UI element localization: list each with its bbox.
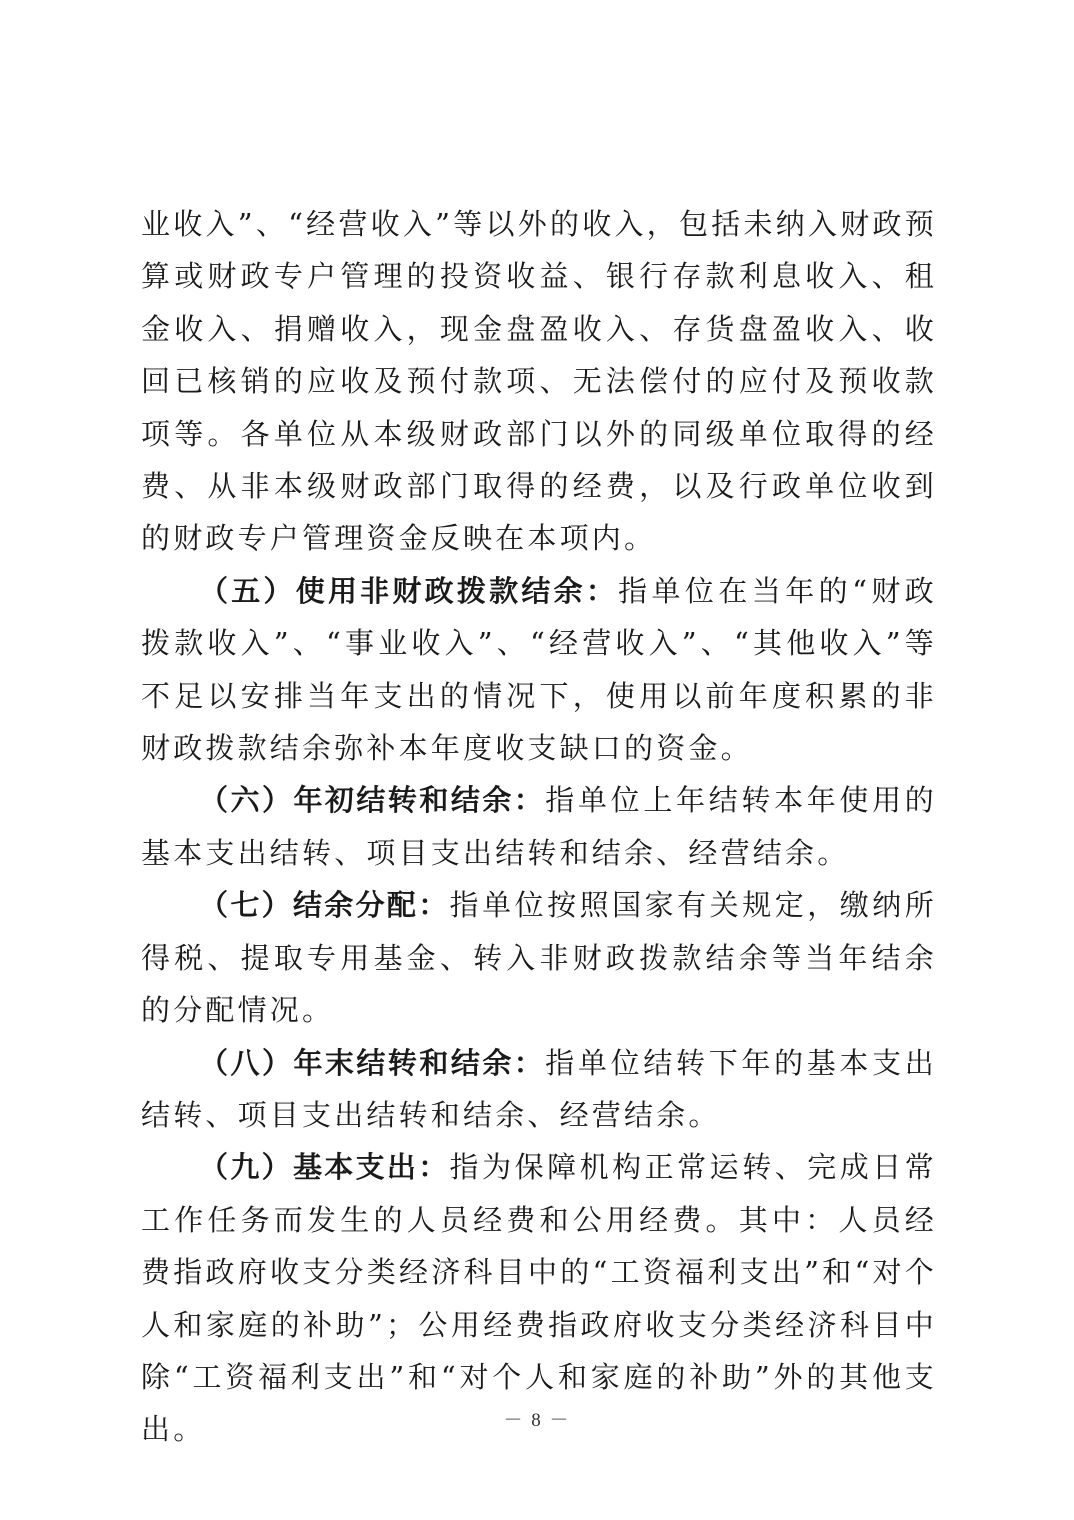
paragraph-text: 指单位在当年的“财政拨款收入”、“事业收入”、“经营收入”、“其他收入”等不足以安排当年支出的情况下，使用以前年度积累的非财政拨款结余弥补本年度收支缺口的资金。 <box>141 573 937 766</box>
paragraph-text: 指单位按照国家有关规定，缴纳所得税、提取专用基金、转入非财政拨款结余等当年结余的分配情况。 <box>141 888 937 1028</box>
page-number: － 8 － <box>503 1410 571 1431</box>
paragraph-item-8 <box>141 1037 937 1142</box>
paragraph-continued <box>141 198 937 565</box>
paragraph-text: 指单位上年结转本年使用的基本支出结转、项目支出结转和结余、经营结余。 <box>141 783 937 870</box>
body-text <box>141 198 937 1456</box>
paragraph-item-6 <box>141 774 937 879</box>
term-heading: （六）年初结转和结余： <box>199 783 546 818</box>
term-heading: （七）结余分配： <box>199 888 450 923</box>
paragraph-text: 指为保障机构正常运转、完成日常工作任务而发生的人员经费和公用经费。其中：人员经费指政府收支分类经济科目中的“工资福利支出”和“对个人和家庭的补助”；公用经费指政府收支分类经济科目中除“工资福利支出”和“对个人和家庭的补助”外的其他支出。 <box>141 1150 937 1447</box>
term-heading: （五）使用非财政拨款结余： <box>199 573 619 608</box>
paragraph-item-7 <box>141 879 937 1036</box>
paragraph-item-5 <box>141 565 937 775</box>
term-heading: （九）基本支出： <box>199 1150 450 1185</box>
term-heading: （八）年末结转和结余： <box>199 1045 546 1080</box>
paragraph-text: 业收入”、“经营收入”等以外的收入，包括未纳入财政预算或财政专户管理的投资收益、银行存款利息收入、租金收入、捐赠收入，现金盘盈收入、存货盘盈收入、收回已核销的应收及预付款项、无法偿付的应付及预收款项等。各单位从本级财政部门以外的同级单位取得的经费、从非本级财政部门取得的经费，以及行政单位收到的财政专户管理资金反映在本项内。 <box>141 207 937 556</box>
paragraph-text: 指单位结转下年的基本支出结转、项目支出结转和结余、经营结余。 <box>141 1045 937 1132</box>
